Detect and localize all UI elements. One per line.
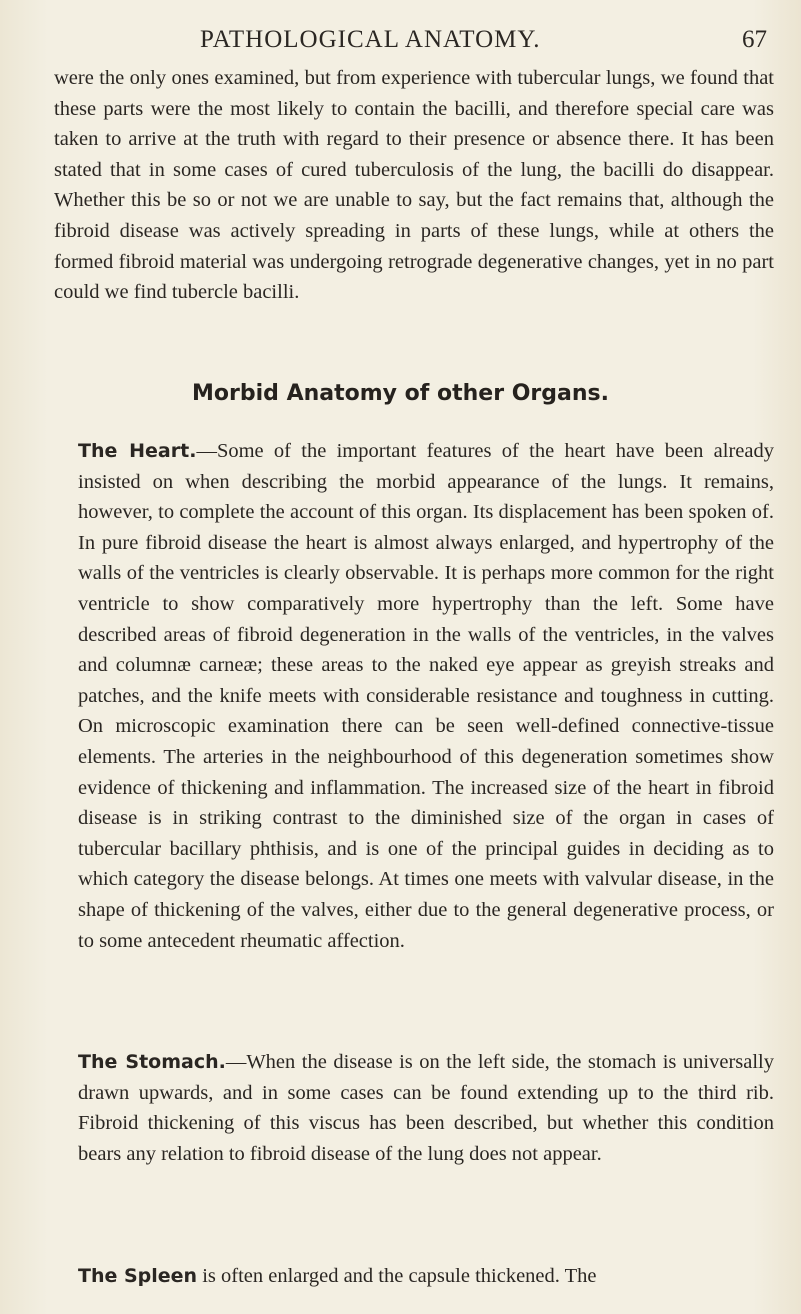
- stomach-body: —When the disease is on the left side, the stomach is universally drawn upwards, and in some cases can be found extending up to the third rib. Fibroid thickening of this viscus has been described, but whether this condition bears any relation to fibroid disease of the lung does not appear.: [78, 1051, 774, 1165]
- spleen-body: is often enlarged and the capsule thickened. The: [197, 1265, 597, 1287]
- spleen-heading: The Spleen: [78, 1265, 198, 1287]
- paragraph-intro-text: were the only ones examined, but from experience with tubercular lungs, we found that these parts were the most likely to contain the bacilli, and therefore special care was taken to arrive at the truth with regard to their presence or absence there. It has been stated that in some cases of cured tuberculosis of the lung, the bacilli do disappear. Whether this be so or not we are unable to say, but the fact remains that, although the fibroid disease was actively spreading in parts of these lungs, while at others the formed fibroid material was undergoing retrograde degenerative changes, yet in no part could we find tubercle bacilli.: [54, 67, 774, 304]
- running-head: [0, 26, 801, 56]
- heart-body: —Some of the important features of the heart have been already insisted on when describing the morbid appearance of the lungs. It remains, however, to complete the account of this organ. Its displacement has been spoken of. In pure fibroid disease the heart is almost always enlarged, and hypertrophy of the walls of the ventricles is clearly observable. It is perhaps more common for the right ventricle to show comparatively more hypertrophy than the left. Some have described areas of fibroid degeneration in the walls of the ventricles, in the valves and columnæ carneæ; these areas to the naked eye appear as greyish streaks and patches, and the knife meets with considerable resistance and toughness in cutting. On microscopic examination there can be seen well-defined connective-tissue elements. The arteries in the neighbourhood of this degeneration sometimes show evidence of thickening and inflammation. The increased size of the heart in fibroid disease is in striking contrast to the diminished size of the organ in cases of tubercular bacillary phthisis, and is one of the principal guides in deciding as to which category the disease belongs. At times one meets with valvular disease, in the shape of thickening of the valves, either due to the general degenerative process, or to some antecedent rheumatic affection.: [78, 440, 774, 952]
- section-heading: Morbid Anatomy of other Organs.: [192, 381, 609, 406]
- stomach-heading: The Stomach.: [78, 1051, 226, 1073]
- running-title: PATHOLOGICAL ANATOMY.: [200, 26, 541, 53]
- paragraph-spleen: [54, 1261, 774, 1292]
- paragraph-intro: [54, 63, 774, 308]
- paragraph-stomach: [54, 1047, 774, 1169]
- page-number: 67: [742, 26, 767, 53]
- paragraph-heart: [54, 436, 774, 956]
- heart-heading: The Heart.: [78, 440, 197, 462]
